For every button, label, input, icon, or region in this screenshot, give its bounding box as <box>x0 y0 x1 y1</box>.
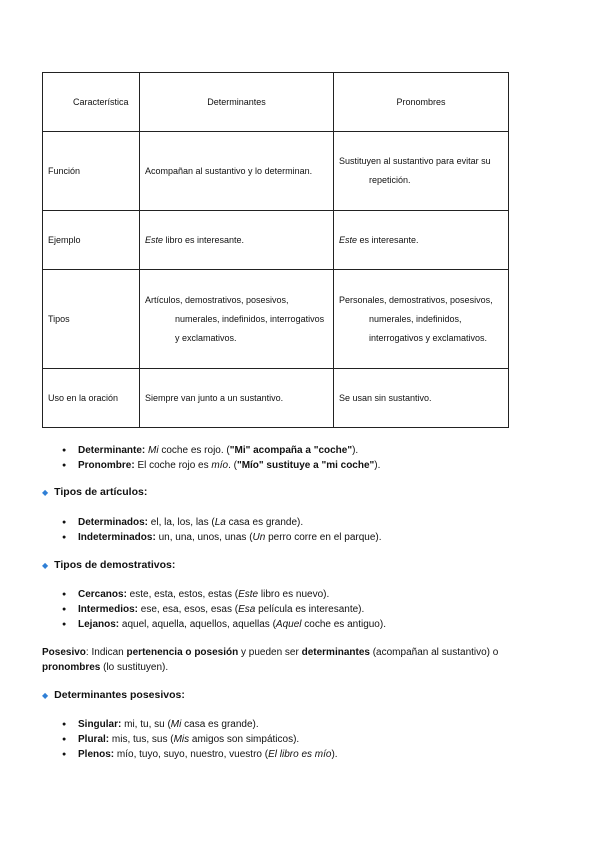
list-item: ● Plenos: mío, tuyo, suyo, nuestro, vuestro (El libro es mío). <box>62 747 338 762</box>
table-cell: Artículos, demostrativos, posesivos, numerales, indefinidos, interrogativos y exclamativos. <box>140 270 334 369</box>
table-row <box>43 132 509 211</box>
list-item: ● Determinante: Mi coche es rojo. ("Mi" acompaña a "coche"). <box>62 443 380 458</box>
list-item: ● Determinados: el, la, los, las (La casa es grande). <box>62 515 382 530</box>
list-item: ● Singular: mi, tu, su (Mi casa es grande). <box>62 717 338 732</box>
table-row <box>43 270 509 369</box>
list-item: ● Cercanos: este, esta, estos, estas (Este libro es nuevo). <box>62 587 386 602</box>
list-item: ● Intermedios: ese, esa, esos, esas (Esa película es interesante). <box>62 602 386 617</box>
table-cell: Este es interesante. <box>334 211 509 270</box>
posesivos-list <box>62 717 338 762</box>
header-cell: Característica <box>43 73 140 132</box>
table-cell: Personales, demostrativos, posesivos, numerales, indefinidos, interrogativos y exclamativos. <box>334 270 509 369</box>
list-item: ● Lejanos: aquel, aquella, aquellos, aquellas (Aquel coche es antiguo). <box>62 617 386 632</box>
table-header-row <box>43 73 509 132</box>
diamond-bullet-icon: ◆ <box>42 488 49 497</box>
list-item: ● Pronombre: El coche rojo es mío. ("Mío" sustituye a "mi coche"). <box>62 458 380 473</box>
section-heading: ◆ Determinantes posesivos: <box>42 689 185 701</box>
table-cell: Acompañan al sustantivo y lo determinan. <box>140 132 334 211</box>
table-cell: Uso en la oración <box>43 369 140 428</box>
posesivo-paragraph: Posesivo: Indican pertenencia o posesión y pueden ser determinantes (acompañan al sustantivo) o pronombres (lo sustituyen). <box>42 647 499 673</box>
header-cell: Determinantes <box>140 73 334 132</box>
header-cell: Pronombres <box>334 73 509 132</box>
table-row <box>43 211 509 270</box>
section-heading: ◆ Tipos de demostrativos: <box>42 559 176 571</box>
table-cell: Este libro es interesante. <box>140 211 334 270</box>
table-row <box>43 369 509 428</box>
table-cell: Se usan sin sustantivo. <box>334 369 509 428</box>
articulos-list <box>62 515 382 545</box>
list-item: ● Indeterminados: un, una, unos, unas (Un perro corre en el parque). <box>62 530 382 545</box>
demostrativos-list <box>62 587 386 632</box>
diamond-bullet-icon: ◆ <box>42 691 49 700</box>
table-cell: Tipos <box>43 270 140 369</box>
section-heading: ◆ Tipos de artículos: <box>42 486 148 498</box>
examples-list <box>62 443 380 473</box>
table-cell: Ejemplo <box>43 211 140 270</box>
comparison-table <box>42 72 509 428</box>
table-cell: Sustituyen al sustantivo para evitar su repetición. <box>334 132 509 211</box>
diamond-bullet-icon: ◆ <box>42 561 49 570</box>
table-cell: Función <box>43 132 140 211</box>
table-cell: Siempre van junto a un sustantivo. <box>140 369 334 428</box>
list-item: ● Plural: mis, tus, sus (Mis amigos son simpáticos). <box>62 732 338 747</box>
